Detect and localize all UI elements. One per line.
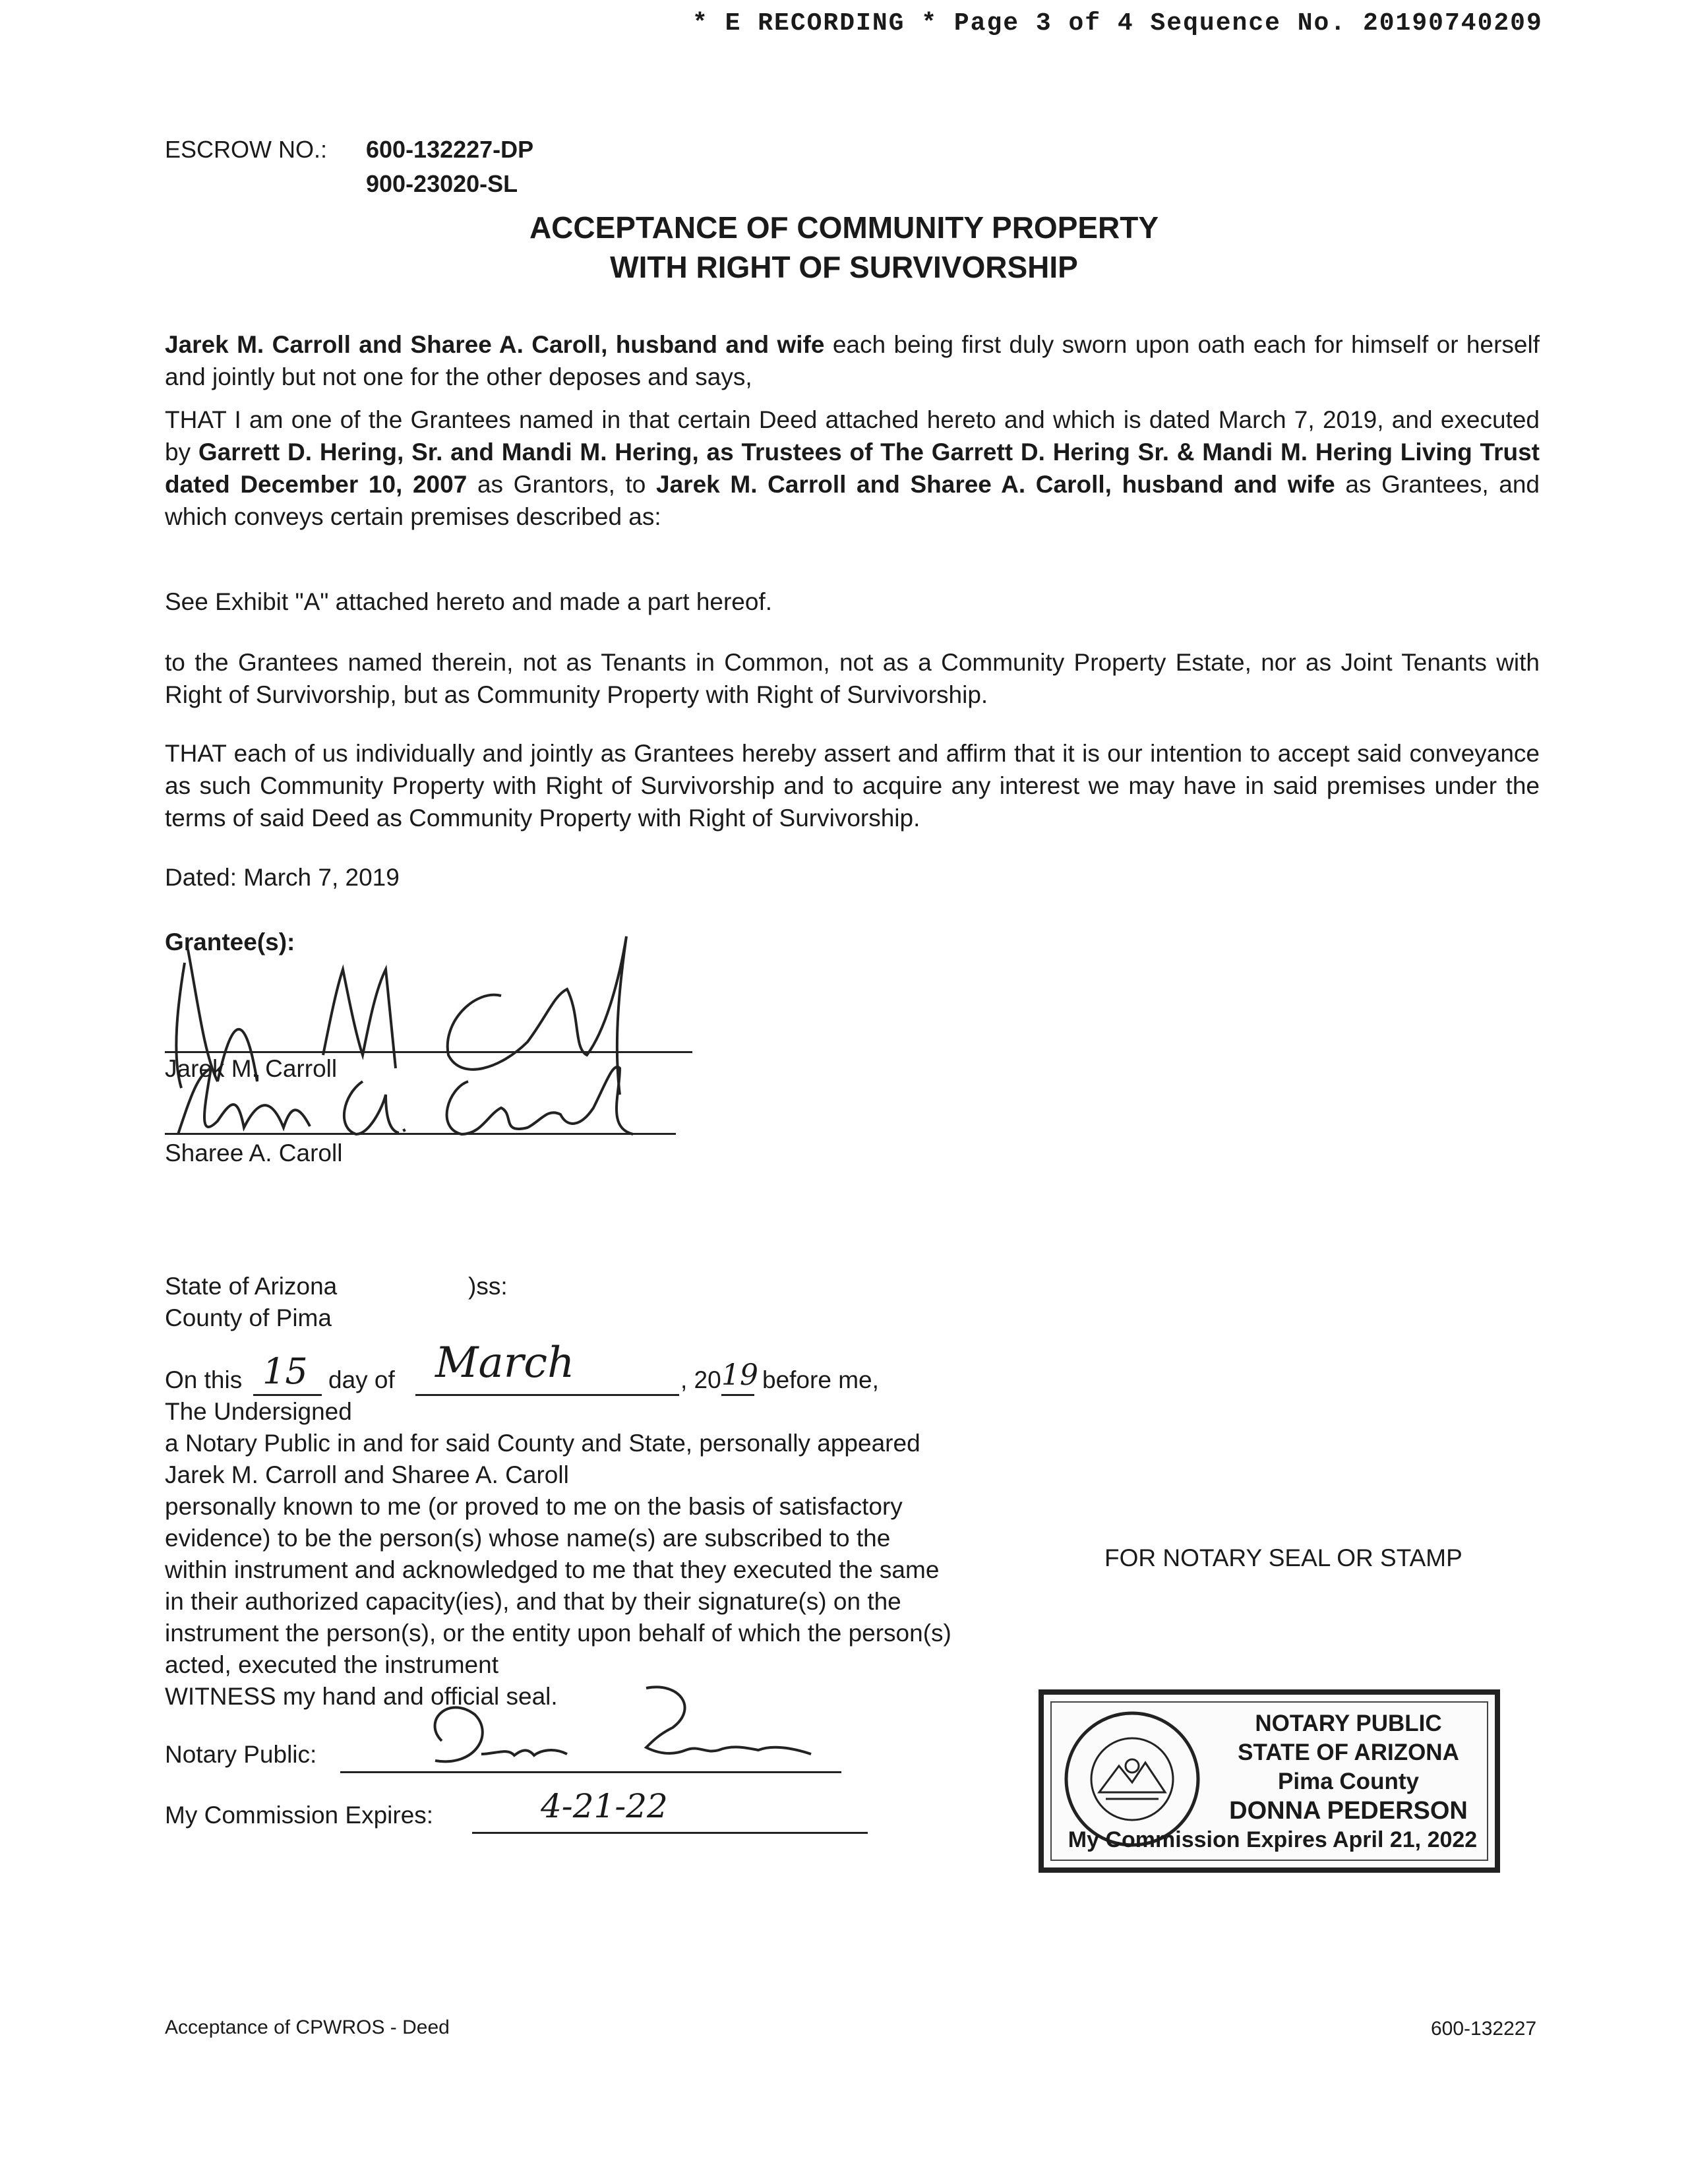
stamp-line-4: DONNA PEDERSON: [1229, 1797, 1468, 1825]
grantee-2-name: Sharee A. Caroll: [165, 1139, 343, 1167]
stamp-line-1: NOTARY PUBLIC: [1255, 1711, 1442, 1736]
year-blank-line: [721, 1394, 754, 1396]
grantee-1-signature-line: [165, 1051, 692, 1053]
paragraph-2-text-c: as Grantees, and which conveys certain premises described as:: [165, 471, 1540, 530]
paragraph-2-text-a: THAT I am one of the Grantees named in that certain Deed attached hereto and which is dated March 7, 2019, and executed by: [165, 406, 1540, 466]
grantees-names: Jarek M. Carroll and Sharee A. Caroll, husband and wife: [656, 471, 1335, 498]
certificate-line-7: instrument the person(s), or the entity upon behalf of which the person(s): [165, 1620, 951, 1647]
venue-ss: )ss:: [468, 1273, 508, 1300]
grantors-names: Garrett D. Hering, Sr. and Mandi M. Hering, as Trustees of The Garrett D. Hering Sr. & Mandi M. Hering Living Trust dated December 10, 2007: [165, 439, 1540, 498]
seal-caption: FOR NOTARY SEAL OR STAMP: [1104, 1544, 1462, 1571]
document-title-line-2: WITH RIGHT OF SURVIVORSHIP: [610, 250, 1078, 284]
stamp-line-2: STATE OF ARIZONA: [1238, 1740, 1459, 1765]
day-value: 15: [262, 1350, 308, 1392]
footer-document-name: Acceptance of CPWROS - Deed: [165, 2017, 450, 2038]
day-of-label: day of: [328, 1366, 395, 1393]
paragraph-deed: [165, 404, 1540, 533]
paragraph-deponents: [165, 328, 1540, 393]
certificate-line-2: Jarek M. Carroll and Sharee A. Caroll: [165, 1461, 569, 1488]
year-prefix: , 20: [680, 1366, 721, 1393]
recording-header: * E RECORDING * Page 3 of 4 Sequence No. 20190740209: [692, 9, 1543, 38]
day-blank-line: [253, 1394, 322, 1396]
certificate-line-6: in their authorized capacity(ies), and that by their signature(s) on the: [165, 1588, 901, 1615]
paragraph-1-text: each being first duly sworn upon oath each for himself or herself and jointly but not one for the other deposes and says,: [165, 331, 1540, 390]
certificate-line-4: evidence) to be the person(s) whose name(s) are subscribed to the: [165, 1525, 891, 1552]
grantees-heading: Grantee(s):: [165, 928, 295, 956]
on-this-label: On this: [165, 1366, 243, 1393]
paragraph-2-text-b: as Grantors, to: [467, 471, 657, 498]
notary-stamp: [1039, 1689, 1500, 1873]
footer-escrow-number: 600-132227: [1431, 2018, 1537, 2040]
certificate-line-3: personally known to me (or proved to me on the basis of satisfactory: [165, 1493, 903, 1520]
notary-public-label: Notary Public:: [165, 1741, 317, 1768]
paragraph-tenancy: to the Grantees named therein, not as Tenants in Common, not as a Community Property Estate, nor as Joint Tenants with Right of Survivorship, but as Community Property with Right of Survivorship.: [165, 649, 1540, 708]
month-value: March: [435, 1339, 575, 1387]
venue-state: State of Arizona: [165, 1273, 338, 1300]
notary-signature: [396, 1682, 844, 1780]
commission-line: [472, 1832, 868, 1834]
stamp-line-3: Pima County: [1278, 1769, 1419, 1794]
witness-line: WITNESS my hand and official seal.: [165, 1683, 558, 1710]
year-value: 19: [721, 1358, 758, 1392]
certificate-line-5: within instrument and acknowledged to me that they executed the same: [165, 1556, 940, 1583]
certificate-line-1: a Notary Public in and for said County and State, personally appeared: [165, 1430, 920, 1457]
dated-line: Dated: March 7, 2019: [165, 864, 400, 891]
grantee-2-signature-line: [165, 1133, 676, 1135]
paragraph-affirmation: THAT each of us individually and jointly as Grantees hereby assert and affirm that it is our intention to accept said conveyance as such Community Property with Right of Survivorship and to acquire any interest we may have in said premises under the terms of said Deed as Community Property with Right of Survivorship.: [165, 740, 1540, 832]
before-me-label: before me,: [762, 1366, 879, 1393]
venue-county: County of Pima: [165, 1304, 332, 1331]
escrow-label: ESCROW NO.:: [165, 136, 328, 163]
escrow-number-2: 900-23020-SL: [366, 170, 518, 197]
paragraph-exhibit: See Exhibit "A" attached hereto and made a part hereof.: [165, 588, 773, 615]
month-blank-line: [415, 1394, 679, 1396]
escrow-number-1: 600-132227-DP: [366, 136, 534, 163]
commission-label: My Commission Expires:: [165, 1802, 434, 1829]
stamp-line-5: My Commission Expires April 21, 2022: [1068, 1827, 1478, 1852]
commission-value: 4-21-22: [541, 1787, 668, 1825]
grantee-1-name: Jarek M. Carroll: [165, 1055, 338, 1082]
certificate-line-8: acted, executed the instrument: [165, 1651, 498, 1678]
deponents-names: Jarek M. Carroll and Sharee A. Caroll, husband and wife: [165, 331, 825, 358]
undersigned-line: The Undersigned: [165, 1398, 352, 1425]
document-title-line-1: ACCEPTANCE OF COMMUNITY PROPERTY: [529, 210, 1159, 245]
